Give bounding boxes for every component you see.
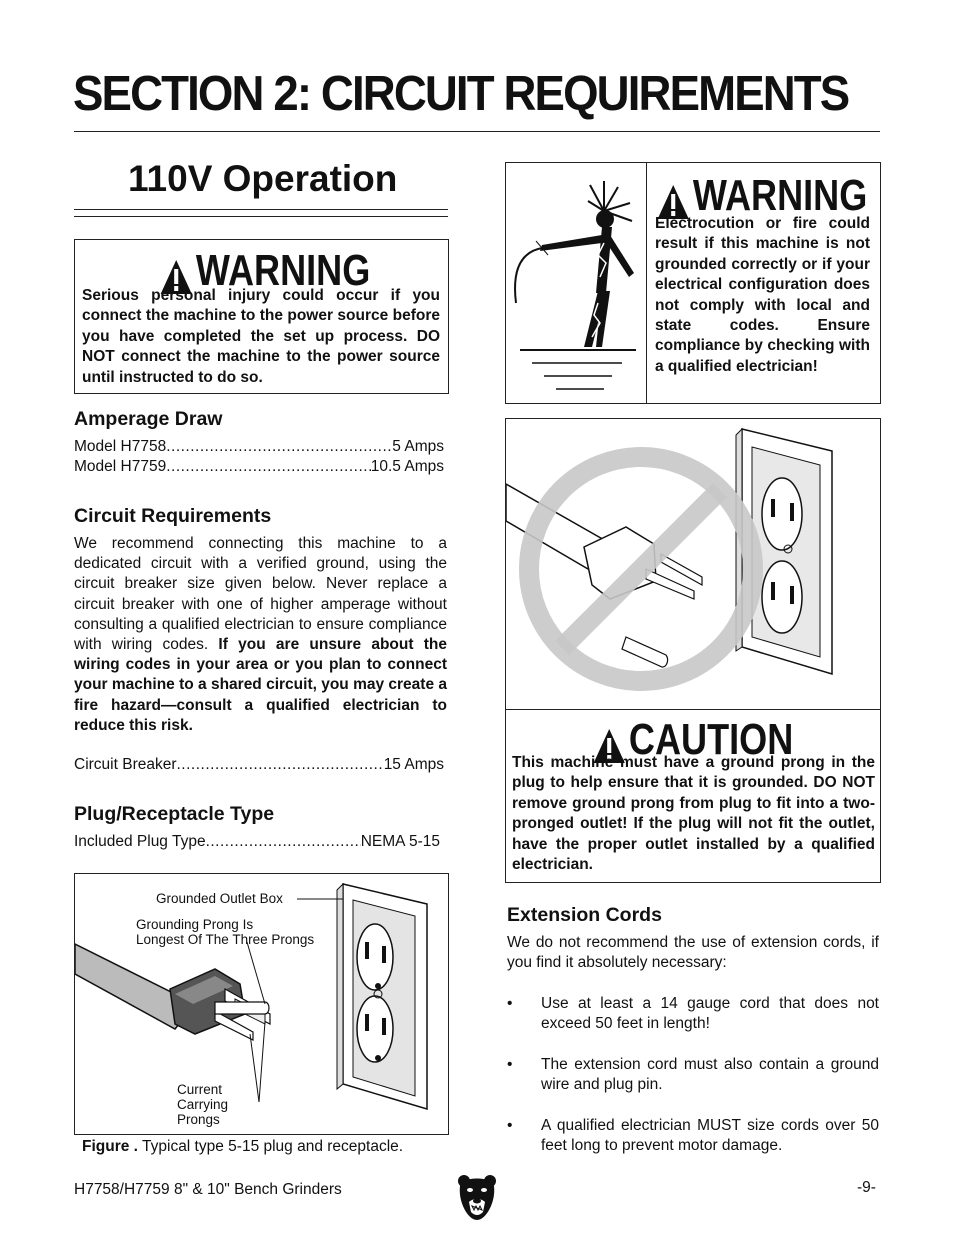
circuit-paragraph xyxy=(74,534,447,736)
plug-figure xyxy=(74,873,449,1135)
breaker-label: Circuit Breaker xyxy=(74,756,177,773)
leader-dots xyxy=(166,457,371,477)
warning-text: Serious personal injury could occur if you connect the machine to the power source before you have completed the set up process. DO NOT connect the machine to the power source until instructed to do so. xyxy=(82,287,440,386)
warning-box-left xyxy=(74,239,449,394)
amperage-model-label: Model H7759 xyxy=(74,458,167,475)
subtitle-rule-top xyxy=(74,209,448,210)
bullet-text: Use at least a 14 gauge cord that does not exceed 50 feet in length! xyxy=(541,995,879,1033)
footer-model: H7758/H7759 8" & 10" Bench Grinders xyxy=(74,1181,342,1198)
amperage-heading: Amperage Draw xyxy=(74,408,223,430)
bullet-symbol: • xyxy=(507,1117,513,1134)
bullet-text: A qualified electrician MUST size cords over 50 feet long to prevent motor damage. xyxy=(541,1117,879,1155)
warning-label: WARNING xyxy=(692,171,868,220)
leader-dots xyxy=(177,755,384,775)
page-number: -9- xyxy=(857,1179,876,1196)
bullet-symbol: • xyxy=(507,995,513,1012)
title-rule xyxy=(74,131,880,132)
warning-box-right xyxy=(505,162,881,404)
plug-type-label: Included Plug Type xyxy=(74,833,206,850)
plug-type-row xyxy=(74,832,440,852)
caution-label: CAUTION xyxy=(628,715,794,764)
bullet-symbol: • xyxy=(507,1056,513,1073)
bullet-text: The extension cord must also contain a ground wire and plug pin. xyxy=(541,1056,879,1094)
list-item xyxy=(507,1055,879,1095)
caution-text: This machine must have a ground prong in the plug to help ensure that it is grounded. DO NOT remove ground prong from plug to fit into a two-pronged outlet! If the plug will not fit the outlet, have the proper outlet installed by a qualified electrician. xyxy=(512,754,875,874)
amperage-model-label: Model H7758 xyxy=(74,438,167,455)
circuit-heading: Circuit Requirements xyxy=(74,505,272,527)
list-item xyxy=(507,994,879,1034)
icon-panel xyxy=(506,163,647,403)
breaker-value: 15 Amps xyxy=(383,756,444,773)
prohibition-panel xyxy=(506,419,880,710)
electrocution-icon xyxy=(506,163,644,401)
caption-label: Figure . xyxy=(82,1138,138,1155)
plug-heading: Plug/Receptacle Type xyxy=(74,803,275,825)
caption-text: Typical type 5-15 plug and receptacle. xyxy=(137,1138,404,1155)
list-item xyxy=(507,1116,879,1156)
plug-type-value: NEMA 5-15 xyxy=(360,833,440,850)
warning-label: WARNING xyxy=(195,246,371,295)
label-line: Carrying xyxy=(177,1097,229,1112)
subtitle-rule-bottom xyxy=(74,216,448,217)
label-grounded-outlet-box: Grounded Outlet Box xyxy=(156,891,283,906)
section-subtitle: 110V Operation xyxy=(128,158,398,199)
label-grounding-prong xyxy=(136,917,314,947)
bear-head-icon xyxy=(456,1172,498,1222)
circuit-text: We recommend connecting this machine to a dedicated circuit with a verified ground, using the circuit breaker size given below. Never replace a circuit breaker with one of higher amperage without consulting a qualified electrician to ensure compliance with wiring codes. xyxy=(74,535,447,654)
amperage-row-h7758 xyxy=(74,437,444,457)
label-current-carrying xyxy=(177,1082,228,1127)
footer-logo xyxy=(456,1172,498,1227)
label-line: Grounding Prong Is xyxy=(136,917,254,932)
label-line: Current xyxy=(177,1082,223,1097)
circuit-breaker-row xyxy=(74,755,444,775)
page-title: SECTION 2: CIRCUIT REQUIREMENTS xyxy=(73,67,849,121)
figure-caption xyxy=(82,1138,403,1156)
leader-dots xyxy=(206,832,361,852)
extension-intro: We do not recommend the use of extension cords, if you find it absolutely necessary: xyxy=(507,934,879,972)
caution-box xyxy=(505,418,881,883)
amperage-row-h7759 xyxy=(74,457,444,477)
leader-dots xyxy=(166,437,392,457)
amperage-value: 10.5 Amps xyxy=(370,458,444,475)
label-line: Longest Of The Three Prongs xyxy=(136,932,315,947)
two-prong-outlet-illustration xyxy=(506,419,880,709)
plug-receptacle-illustration xyxy=(75,874,447,1133)
amperage-value: 5 Amps xyxy=(392,438,444,455)
warning-text: Electrocution or fire could result if this machine is not grounded correctly or if your electrical configuration does not comply with local and state codes. Ensure compliance by checking with a qualified electrician! xyxy=(655,215,870,375)
circuit-text-bold: If you are unsure about the wiring codes in your area or you plan to connect your machine to a shared circuit, you may create a fire hazard—consult a qualified electrician to reduce this risk. xyxy=(74,636,448,734)
label-line: Prongs xyxy=(177,1112,220,1127)
extension-heading: Extension Cords xyxy=(507,904,662,926)
